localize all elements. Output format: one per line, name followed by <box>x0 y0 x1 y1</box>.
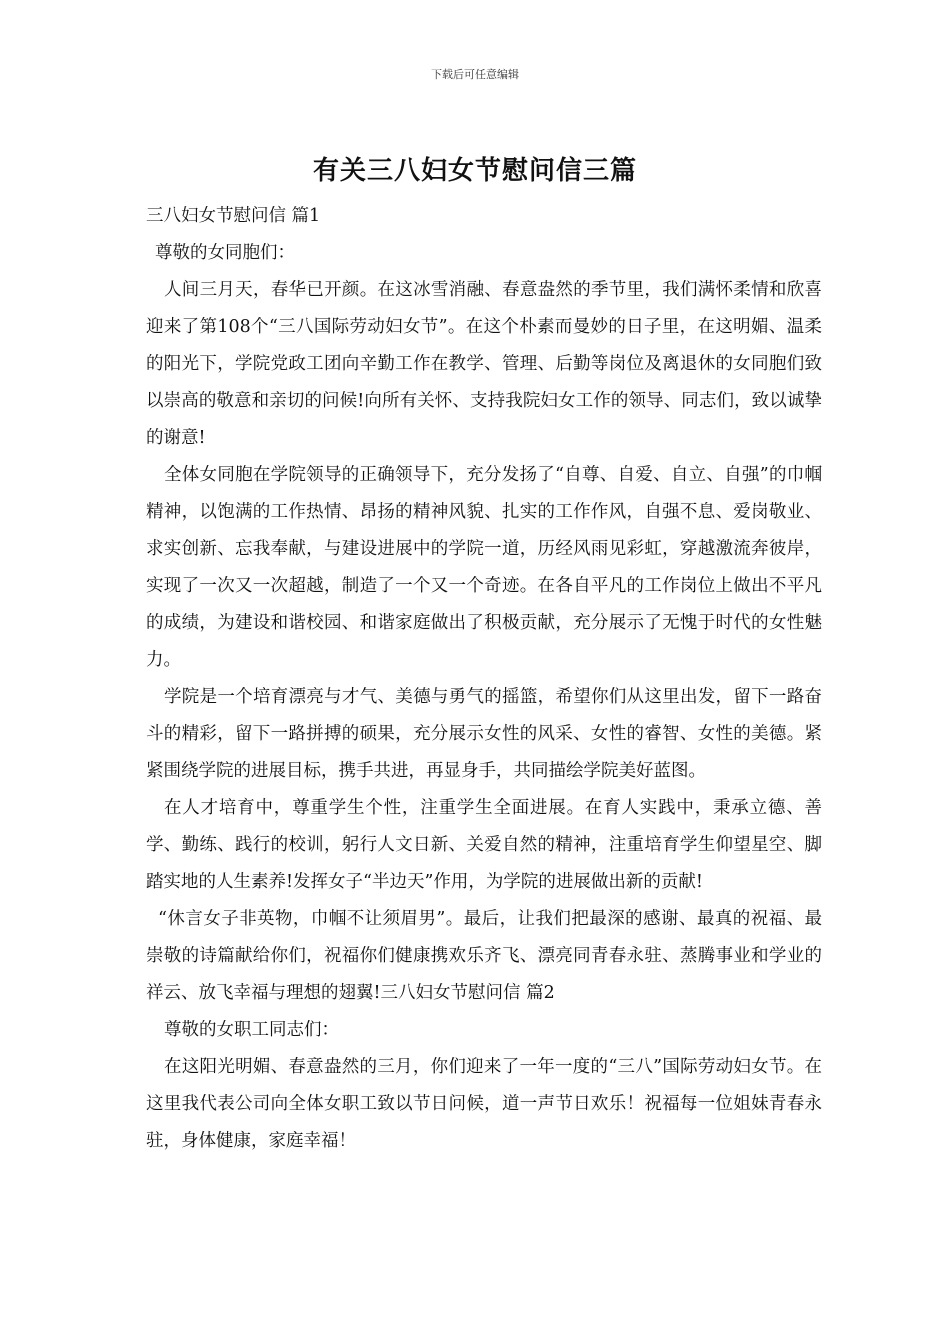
salutation-1: 尊敬的女同胞们： <box>155 243 295 263</box>
paragraph: 学院是一个培育漂亮与才气、美德与勇气的摇篮，希望你们从这里出发，留下一路奋斗的精彩，留下一路拼搏的硕果，充分展示女性的风采、女性的睿智、女性的美德。紧紧围绕学院的进展目标，携手共进，再显身手，共同描绘学院美好蓝图。 <box>146 687 822 781</box>
document-title: 有关三八妇女节慰问信三篇 <box>312 156 637 186</box>
paragraph: “休言女子非英物，巾帼不让须眉男”。最后，让我们把最深的感谢、最真的祝福、最崇敬的诗篇献给你们，祝福你们健康携欢乐齐飞、漂亮同青春永驻、蒸腾事业和学业的祥云、放飞幸福与理想的翅翼!三八妇女节慰问信 篇2 <box>146 909 822 1003</box>
document-body <box>146 198 822 1160</box>
paragraph: 在这阳光明媚、春意盎然的三月，你们迎来了一年一度的“三八”国际劳动妇女节。在这里我代表公司向全体女职工致以节日问候，道一声节日欢乐！祝福每一位姐妹青春永驻，身体健康，家庭幸福！ <box>146 1057 822 1151</box>
paragraph: 全体女同胞在学院领导的正确领导下，充分发扬了“自尊、自爱、自立、自强”的巾帼精神，以饱满的工作热情、昂扬的精神风貌、扎实的工作作风，自强不息、爱岗敬业、求实创新、忘我奉献，与建设进展中的学院一道，历经风雨见彩虹，穿越激流奔彼岸，实现了一次又一次超越，制造了一个又一个奇迹。在各自平凡的工作岗位上做出不平凡的成绩，为建设和谐校园、和谐家庭做出了积极贡献，充分展示了无愧于时代的女性魅力。 <box>146 465 822 670</box>
paragraph: 在人才培育中，尊重学生个性，注重学生全面进展。在育人实践中，秉承立德、善学、勤练、践行的校训，躬行人文日新、关爱自然的精神，注重培育学生仰望星空、脚踏实地的人生素养!发挥女子“半边天”作用，为学院的进展做出新的贡献! <box>146 798 822 892</box>
salutation-2: 尊敬的女职工同志们： <box>164 1020 339 1040</box>
section-heading-1: 三八妇女节慰问信 篇1 <box>146 206 321 226</box>
page-header-note: 下载后可任意编辑 <box>431 68 519 81</box>
paragraph: 人间三月天，春华已开颜。在这冰雪消融、春意盎然的季节里，我们满怀柔情和欣喜迎来了第108个“三八国际劳动妇女节”。在这个朴素而曼妙的日子里，在这明媚、温柔的阳光下，学院党政工团向辛勤工作在教学、管理、后勤等岗位及离退休的女同胞们致以崇高的敬意和亲切的问候!向所有关怀、支持我院妇女工作的领导、同志们，致以诚挚的谢意! <box>146 280 822 448</box>
